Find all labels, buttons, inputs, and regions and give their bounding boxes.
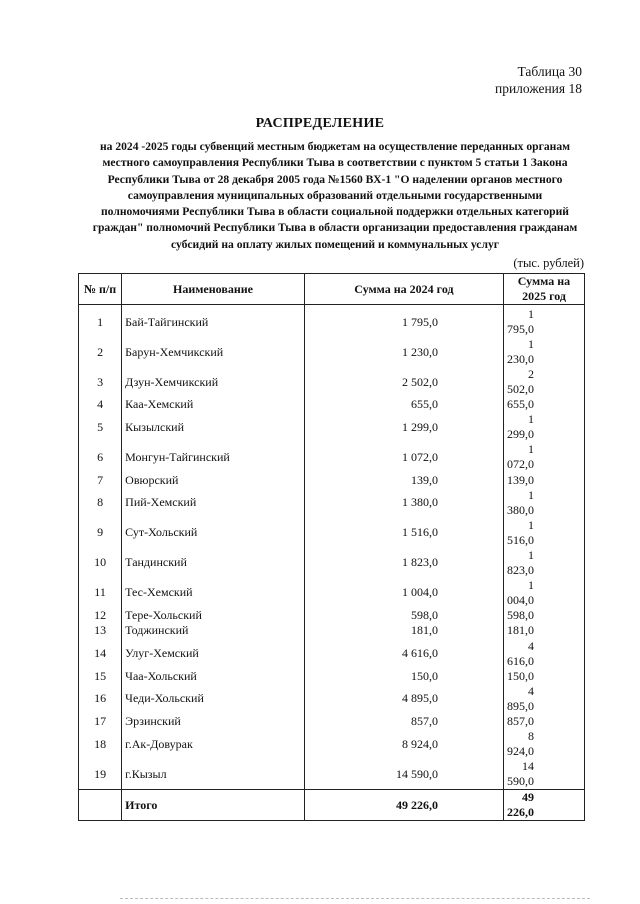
row-sum-2024: 655,0 xyxy=(304,397,503,412)
row-sum-2024: 4 895,0 xyxy=(304,684,503,714)
table-row xyxy=(79,548,585,578)
row-municipality-name: Овюрский xyxy=(122,472,305,487)
row-sum-2025: 1 380,0 xyxy=(504,488,585,518)
row-sum-2025: 1 004,0 xyxy=(504,578,585,608)
row-sum-2025: 857,0 xyxy=(504,714,585,729)
table-body xyxy=(79,305,585,821)
row-sum-2025: 1 516,0 xyxy=(504,518,585,548)
row-sum-2025: 4 616,0 xyxy=(504,639,585,669)
row-sum-2025: 1 299,0 xyxy=(504,412,585,442)
row-number: 6 xyxy=(79,442,122,472)
subtitle-line: на 2024 -2025 годы субвенций местным бюджетам на осуществление переданных органам xyxy=(99,140,571,153)
row-municipality-name: Эрзинский xyxy=(122,714,305,729)
subtitle-line: Республики Тыва от 28 декабря 2005 года №1560 ВХ-1 "О наделении органов местного xyxy=(107,172,563,186)
row-municipality-name: Чеди-Хольский xyxy=(122,684,305,714)
row-sum-2024: 4 616,0 xyxy=(304,639,503,669)
row-number: 13 xyxy=(79,623,122,638)
row-number: 4 xyxy=(79,397,122,412)
row-sum-2025: 14 590,0 xyxy=(504,759,585,790)
row-sum-2025: 1 795,0 xyxy=(504,305,585,338)
row-municipality-name: Тоджинский xyxy=(122,623,305,638)
table-row xyxy=(79,412,585,442)
row-number: 14 xyxy=(79,639,122,669)
header-name: Наименование xyxy=(122,274,305,305)
subtitle-line: субсидий на оплату жилых помещений и коммунальных услуг xyxy=(170,237,500,251)
total-sum-2024: 49 226,0 xyxy=(304,790,503,821)
total-label: Итого xyxy=(122,790,305,821)
row-sum-2024: 14 590,0 xyxy=(304,759,503,790)
row-sum-2024: 1 380,0 xyxy=(304,488,503,518)
row-municipality-name: г.Кызыл xyxy=(122,759,305,790)
row-number: 16 xyxy=(79,684,122,714)
row-number: 3 xyxy=(79,367,122,397)
subtitle-line: граждан" полномочий Республики Тыва в области организации предоставления гражданам xyxy=(92,221,578,235)
row-sum-2024: 1 004,0 xyxy=(304,578,503,608)
row-number: 5 xyxy=(79,412,122,442)
row-municipality-name: Пий-Хемский xyxy=(122,488,305,518)
row-municipality-name: г.Ак-Довурак xyxy=(122,729,305,759)
table-row xyxy=(79,684,585,714)
table-row xyxy=(79,714,585,729)
row-number: 1 xyxy=(79,305,122,338)
row-sum-2024: 2 502,0 xyxy=(304,367,503,397)
row-sum-2025: 2 502,0 xyxy=(504,367,585,397)
row-sum-2025: 150,0 xyxy=(504,669,585,684)
row-sum-2025: 1 823,0 xyxy=(504,548,585,578)
row-municipality-name: Бай-Тайгинский xyxy=(122,305,305,338)
document-subtitle xyxy=(85,139,585,253)
appendix-reference: приложения 18 xyxy=(494,81,582,96)
document-title: РАСПРЕДЕЛЕНИЕ xyxy=(255,116,385,131)
row-number: 15 xyxy=(79,669,122,684)
row-sum-2025: 1 230,0 xyxy=(504,337,585,367)
row-sum-2024: 1 072,0 xyxy=(304,442,503,472)
row-municipality-name: Тес-Хемский xyxy=(122,578,305,608)
row-number: 19 xyxy=(79,759,122,790)
row-sum-2024: 150,0 xyxy=(304,669,503,684)
row-sum-2024: 1 516,0 xyxy=(304,518,503,548)
total-sum-2025: 49 226,0 xyxy=(504,790,585,821)
row-number: 18 xyxy=(79,729,122,759)
row-sum-2025: 181,0 xyxy=(504,623,585,638)
row-municipality-name: Каа-Хемский xyxy=(122,397,305,412)
table-row xyxy=(79,337,585,367)
row-sum-2025: 139,0 xyxy=(504,472,585,487)
row-sum-2024: 139,0 xyxy=(304,472,503,487)
row-number: 8 xyxy=(79,488,122,518)
row-sum-2025: 598,0 xyxy=(504,608,585,623)
subtitle-line: местного самоуправления Республики Тыва в соответствии с пунктом 5 статьи 1 Закона xyxy=(102,156,568,170)
table-row xyxy=(79,623,585,638)
row-sum-2024: 1 823,0 xyxy=(304,548,503,578)
table-row xyxy=(79,488,585,518)
row-sum-2025: 1 072,0 xyxy=(504,442,585,472)
table-row xyxy=(79,397,585,412)
row-sum-2025: 4 895,0 xyxy=(504,684,585,714)
subtitle-line: самоуправления муниципальных образований отдельными государственными xyxy=(127,188,543,202)
row-number: 12 xyxy=(79,608,122,623)
row-number: 2 xyxy=(79,337,122,367)
row-sum-2024: 8 924,0 xyxy=(304,729,503,759)
units-label: (тыс. рублей) xyxy=(513,256,584,270)
row-municipality-name: Кызылский xyxy=(122,412,305,442)
row-sum-2024: 598,0 xyxy=(304,608,503,623)
row-municipality-name: Чаа-Хольский xyxy=(122,669,305,684)
table-row xyxy=(79,578,585,608)
row-municipality-name: Сут-Хольский xyxy=(122,518,305,548)
table-row xyxy=(79,608,585,623)
row-number: 9 xyxy=(79,518,122,548)
table-row xyxy=(79,759,585,790)
table-row xyxy=(79,639,585,669)
row-municipality-name: Монгун-Тайгинский xyxy=(122,442,305,472)
table-row xyxy=(79,472,585,487)
row-sum-2024: 1 299,0 xyxy=(304,412,503,442)
scan-bottom-edge xyxy=(120,898,590,900)
row-sum-2024: 857,0 xyxy=(304,714,503,729)
header-sum-2024: Сумма на 2024 год xyxy=(304,274,503,305)
row-sum-2024: 1 795,0 xyxy=(304,305,503,338)
row-sum-2025: 8 924,0 xyxy=(504,729,585,759)
row-number: 10 xyxy=(79,548,122,578)
budget-table xyxy=(78,273,585,821)
table-row xyxy=(79,669,585,684)
total-number xyxy=(79,790,122,821)
page-header xyxy=(495,63,582,97)
total-row xyxy=(79,790,585,821)
row-municipality-name: Дзун-Хемчикский xyxy=(122,367,305,397)
table-row xyxy=(79,367,585,397)
table-row xyxy=(79,442,585,472)
header-number: № п/п xyxy=(79,274,122,305)
table-header-row xyxy=(79,274,585,305)
row-number: 11 xyxy=(79,578,122,608)
row-municipality-name: Барун-Хемчикский xyxy=(122,337,305,367)
table-row xyxy=(79,518,585,548)
table-row xyxy=(79,729,585,759)
row-sum-2024: 181,0 xyxy=(304,623,503,638)
subtitle-line: полномочиями Республики Тыва в области социальной поддержки отдельных категорий xyxy=(101,205,569,219)
row-number: 7 xyxy=(79,472,122,487)
row-municipality-name: Тере-Хольский xyxy=(122,608,305,623)
table-reference: Таблица 30 xyxy=(517,64,582,79)
row-sum-2025: 655,0 xyxy=(504,397,585,412)
table-row xyxy=(79,305,585,338)
row-municipality-name: Тандинский xyxy=(122,548,305,578)
row-number: 17 xyxy=(79,714,122,729)
row-municipality-name: Улуг-Хемский xyxy=(122,639,305,669)
header-sum-2025: Сумма на 2025 год xyxy=(504,274,585,305)
row-sum-2024: 1 230,0 xyxy=(304,337,503,367)
